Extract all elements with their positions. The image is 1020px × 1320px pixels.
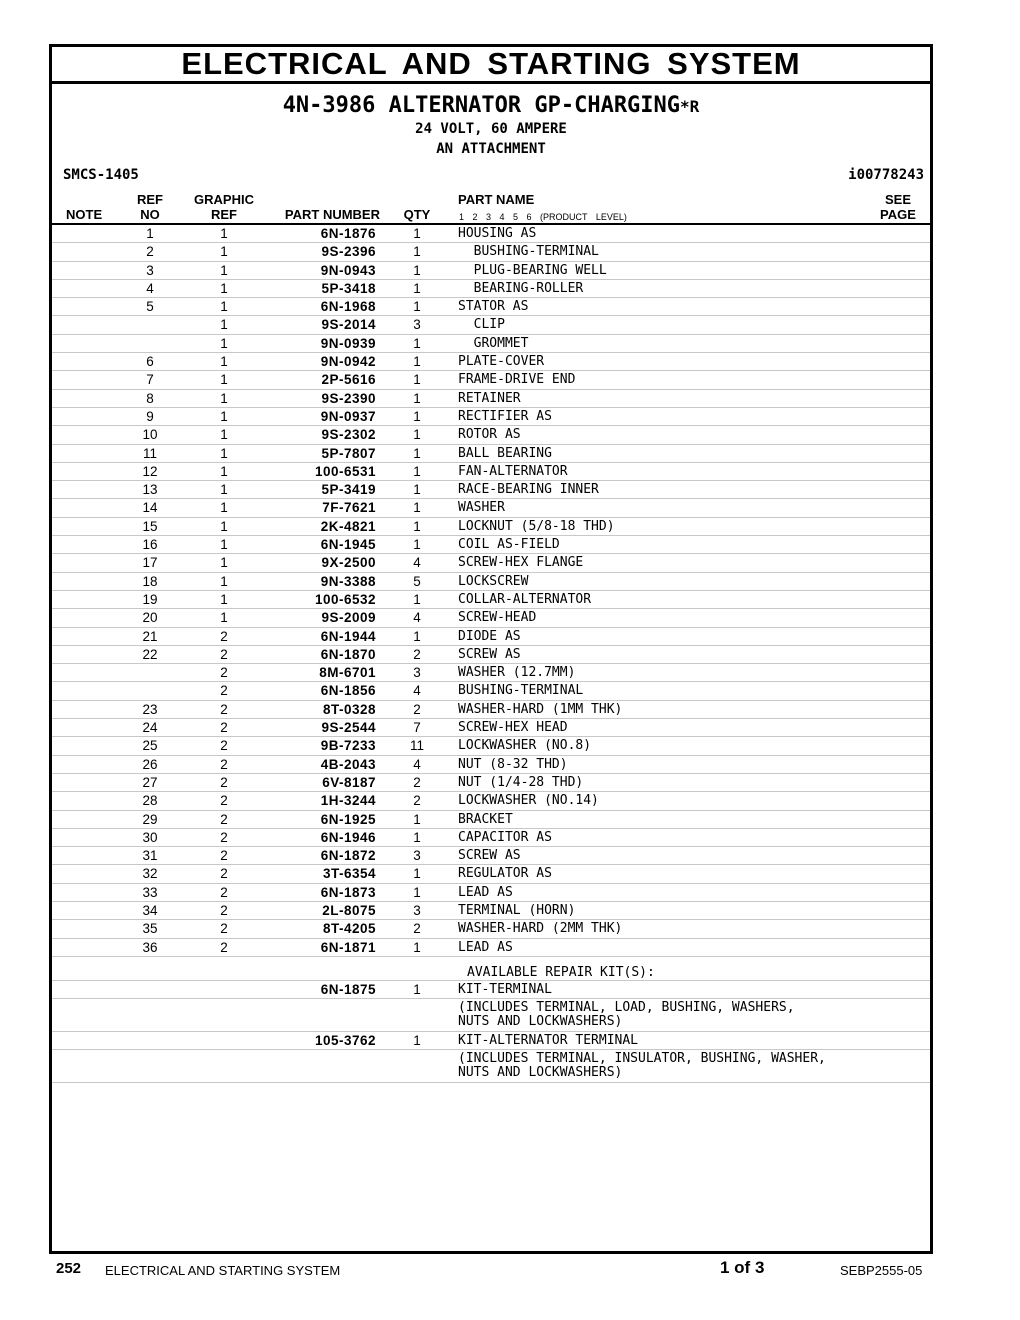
part-name: NUT (8-32 THD)	[458, 756, 568, 772]
table-row	[52, 262, 930, 280]
section-title: ELECTRICAL AND STARTING SYSTEM	[52, 47, 930, 84]
table-row	[52, 298, 930, 316]
graphic-ref: 1	[220, 335, 228, 351]
ref-no: 1	[146, 226, 154, 241]
kits-heading-row	[52, 957, 930, 981]
table-row	[52, 609, 930, 627]
graphic-ref: 2	[220, 628, 228, 644]
ref-no: 25	[142, 738, 158, 754]
table-row	[52, 646, 930, 664]
part-number: 2L-8075	[322, 902, 376, 918]
part-number: 6N-1873	[320, 884, 376, 900]
part-number: 100-6532	[314, 591, 376, 607]
part-number: 9S-2544	[321, 720, 376, 736]
part-name: DIODE AS	[458, 628, 521, 644]
ref-no: 36	[142, 939, 158, 955]
part-number: 1H-3244	[320, 793, 376, 809]
part-name: GROMMET	[458, 335, 529, 351]
part-name: BEARING-ROLLER	[458, 280, 584, 296]
qty: 1	[413, 299, 421, 315]
part-name: SCREW-HEAD	[458, 610, 537, 626]
part-number: 9S-2390	[321, 390, 376, 406]
kit-includes-row	[52, 999, 930, 1032]
qty: 7	[413, 720, 421, 736]
ref-no: 18	[142, 573, 158, 589]
table-row	[52, 536, 930, 554]
table-row	[52, 847, 930, 865]
kit-name: KIT-TERMINAL	[458, 981, 552, 997]
table-row	[52, 811, 930, 829]
kit-row	[52, 1032, 930, 1050]
ref-no: 31	[142, 848, 158, 864]
qty: 1	[413, 335, 421, 351]
ref-no: 32	[142, 866, 158, 882]
table-row	[52, 573, 930, 591]
part-number: 9N-0942	[320, 354, 376, 370]
part-name: CLIP	[458, 317, 505, 333]
part-number: 9S-2009	[321, 610, 376, 626]
part-name: PLUG-BEARING WELL	[458, 262, 607, 278]
col-see-top: SEE	[884, 192, 911, 207]
kit-qty: 1	[413, 981, 421, 997]
table-row	[52, 920, 930, 938]
table-row	[52, 518, 930, 536]
col-part-number: PART NUMBER	[284, 207, 380, 222]
qty: 1	[413, 280, 421, 296]
qty: 1	[413, 244, 421, 260]
table-row	[52, 792, 930, 810]
ref-no: 19	[142, 591, 158, 607]
table-row	[52, 902, 930, 920]
qty: 5	[413, 573, 421, 589]
graphic-ref: 1	[220, 354, 228, 370]
graphic-ref: 1	[220, 299, 228, 315]
part-name: LEAD AS	[458, 884, 513, 900]
part-number: 9N-3388	[320, 573, 376, 589]
graphic-ref: 1	[220, 244, 228, 260]
table-row	[52, 426, 930, 444]
graphic-ref: 1	[220, 610, 228, 626]
part-number: 4B-2043	[320, 756, 376, 772]
qty: 1	[413, 628, 421, 644]
ref-no: 15	[142, 518, 158, 534]
part-number: 5P-3419	[321, 482, 376, 498]
group-title	[52, 93, 930, 118]
ref-no: 20	[142, 610, 158, 626]
part-number: 9N-0937	[320, 408, 376, 424]
part-number: 6N-1944	[320, 628, 376, 644]
qty: 1	[413, 445, 421, 461]
doc-id: SEBP2555-05	[840, 1263, 923, 1278]
part-number: 8T-4205	[322, 921, 376, 937]
col-graphic-top: GRAPHIC	[194, 192, 254, 207]
part-name: COLLAR-ALTERNATOR	[458, 591, 592, 607]
qty: 1	[413, 354, 421, 370]
part-name: WASHER-HARD (2MM THK)	[458, 921, 623, 937]
qty: 2	[413, 701, 421, 717]
table-row	[52, 682, 930, 700]
part-name: SCREW AS	[458, 848, 521, 864]
qty: 1	[413, 408, 421, 424]
part-name: STATOR AS	[458, 299, 529, 315]
illustration-id: i00778243	[848, 167, 924, 183]
graphic-ref: 1	[220, 482, 228, 498]
ref-no: 34	[142, 902, 158, 918]
graphic-ref: 2	[220, 646, 228, 662]
ref-no: 27	[142, 774, 158, 790]
col-ref-top: REF	[137, 192, 163, 207]
part-number: 9N-0939	[320, 335, 376, 351]
part-number: 6V-8187	[322, 774, 376, 790]
footer-section: ELECTRICAL AND STARTING SYSTEM	[105, 1263, 341, 1278]
part-number: 2P-5616	[321, 372, 376, 388]
smcs-code: SMCS-1405	[63, 167, 139, 183]
graphic-ref: 2	[220, 939, 228, 955]
part-name: WASHER (12.7MM)	[458, 665, 576, 681]
part-name: WASHER	[458, 500, 505, 516]
group-title-text: 4N-3986 ALTERNATOR GP-CHARGING	[282, 93, 681, 118]
part-number: 9B-7233	[320, 738, 376, 754]
table-row	[52, 554, 930, 572]
graphic-ref: 2	[220, 921, 228, 937]
table-row	[52, 316, 930, 334]
ref-no: 35	[142, 921, 158, 937]
ref-no: 5	[146, 299, 154, 315]
graphic-ref: 1	[220, 427, 228, 443]
table-row	[52, 390, 930, 408]
part-name: BUSHING-TERMINAL	[458, 244, 599, 260]
qty: 3	[413, 848, 421, 864]
graphic-ref: 1	[220, 573, 228, 589]
page-of: 1 of 3	[720, 1258, 765, 1277]
table-row	[52, 243, 930, 261]
graphic-ref: 2	[220, 793, 228, 809]
ref-no: 7	[146, 372, 154, 388]
part-name: RETAINER	[458, 390, 521, 406]
ref-no: 24	[142, 720, 158, 736]
qty: 1	[413, 829, 421, 845]
graphic-ref: 1	[220, 372, 228, 388]
group-title-suffix: *R	[680, 97, 700, 116]
ref-no: 30	[142, 829, 158, 845]
part-number: 6N-1946	[320, 829, 376, 845]
part-name: WASHER-HARD (1MM THK)	[458, 701, 623, 717]
graphic-ref: 2	[220, 665, 228, 681]
graphic-ref: 2	[220, 902, 228, 918]
rating-line: 24 VOLT, 60 AMPERE	[415, 121, 567, 137]
table-row	[52, 591, 930, 609]
kit-part-number: 6N-1875	[320, 981, 376, 997]
table-row	[52, 445, 930, 463]
col-graphic-bottom: REF	[211, 207, 237, 222]
graphic-ref: 1	[220, 537, 228, 553]
part-number: 6N-1876	[320, 226, 376, 241]
qty: 3	[413, 317, 421, 333]
part-number: 9S-2014	[321, 317, 376, 333]
part-name: FAN-ALTERNATOR	[458, 463, 568, 479]
table-row	[52, 884, 930, 902]
part-name: PLATE-COVER	[458, 354, 545, 370]
table-row	[52, 408, 930, 426]
ref-no: 3	[146, 262, 154, 278]
graphic-ref: 1	[220, 408, 228, 424]
qty: 3	[413, 902, 421, 918]
ref-no: 8	[146, 390, 154, 406]
qty: 1	[413, 463, 421, 479]
ref-no: 33	[142, 884, 158, 900]
qty: 4	[413, 683, 421, 699]
qty: 1	[413, 390, 421, 406]
ref-no: 28	[142, 793, 158, 809]
table-row	[52, 499, 930, 517]
graphic-ref: 2	[220, 720, 228, 736]
qty: 1	[413, 372, 421, 388]
part-number: 7F-7621	[322, 500, 376, 516]
part-number: 6N-1871	[320, 939, 376, 955]
qty: 1	[413, 866, 421, 882]
part-number: 6N-1968	[320, 299, 376, 315]
ref-no: 22	[142, 646, 158, 662]
part-number: 6N-1870	[320, 646, 376, 662]
qty: 1	[413, 537, 421, 553]
table-row	[52, 371, 930, 389]
ref-no: 17	[142, 555, 158, 571]
table-row	[52, 353, 930, 371]
graphic-ref: 1	[220, 317, 228, 333]
part-number: 8T-0328	[322, 701, 376, 717]
part-number: 9X-2500	[321, 555, 376, 571]
graphic-ref: 1	[220, 226, 228, 241]
qty: 2	[413, 921, 421, 937]
part-number: 9N-0943	[320, 262, 376, 278]
part-name: CAPACITOR AS	[458, 829, 552, 845]
part-name: SCREW-HEX FLANGE	[458, 555, 584, 571]
kit-includes: (INCLUDES TERMINAL, INSULATOR, BUSHING, WASHER, NUTS AND LOCKWASHERS)	[458, 1051, 826, 1081]
col-part-name: PART NAME	[458, 192, 535, 207]
graphic-ref: 1	[220, 262, 228, 278]
qty: 1	[413, 482, 421, 498]
qty: 1	[413, 939, 421, 955]
ref-no: 21	[142, 628, 158, 644]
qty: 4	[413, 610, 421, 626]
part-name: LEAD AS	[458, 939, 513, 955]
graphic-ref: 1	[220, 500, 228, 516]
table-row	[52, 481, 930, 499]
graphic-ref: 1	[220, 390, 228, 406]
part-name: BUSHING-TERMINAL	[458, 683, 584, 699]
parts-table	[52, 225, 930, 1083]
page-number: 252	[56, 1260, 82, 1277]
part-name: TERMINAL (HORN)	[458, 902, 576, 918]
qty: 1	[413, 427, 421, 443]
part-name: LOCKWASHER (NO.8)	[458, 738, 592, 754]
col-note: NOTE	[66, 207, 103, 222]
part-name: HOUSING AS	[458, 226, 537, 241]
part-number: 9S-2396	[321, 244, 376, 260]
part-name: ROTOR AS	[458, 427, 521, 443]
graphic-ref: 1	[220, 280, 228, 296]
attachment-line: AN ATTACHMENT	[436, 141, 546, 157]
table-row	[52, 225, 930, 243]
part-number: 6N-1925	[320, 811, 376, 827]
graphic-ref: 1	[220, 555, 228, 571]
part-name: NUT (1/4-28 THD)	[458, 774, 584, 790]
graphic-ref: 2	[220, 701, 228, 717]
graphic-ref: 2	[220, 884, 228, 900]
ref-no: 26	[142, 756, 158, 772]
part-name: RACE-BEARING INNER	[458, 482, 599, 498]
graphic-ref: 1	[220, 463, 228, 479]
part-name: BRACKET	[458, 811, 513, 827]
graphic-ref: 2	[220, 866, 228, 882]
kit-part-number: 105-3762	[314, 1033, 376, 1049]
ref-no: 13	[142, 482, 158, 498]
kit-row	[52, 981, 930, 999]
part-number: 5P-3418	[321, 280, 376, 296]
kit-includes: (INCLUDES TERMINAL, LOAD, BUSHING, WASHERS, NUTS AND LOCKWASHERS)	[458, 1000, 795, 1030]
qty: 2	[413, 646, 421, 662]
qty: 1	[413, 811, 421, 827]
graphic-ref: 1	[220, 445, 228, 461]
qty: 2	[413, 774, 421, 790]
part-name: COIL AS-FIELD	[458, 537, 560, 553]
ref-no: 6	[146, 354, 154, 370]
kit-name: KIT-ALTERNATOR TERMINAL	[458, 1033, 639, 1049]
part-name: LOCKNUT (5/8-18 THD)	[458, 518, 615, 534]
graphic-ref: 2	[220, 811, 228, 827]
col-product-level: 1 2 3 4 5 6 (PRODUCT LEVEL)	[459, 212, 627, 222]
table-row	[52, 463, 930, 481]
ref-no: 9	[146, 408, 154, 424]
graphic-ref: 2	[220, 774, 228, 790]
table-row	[52, 701, 930, 719]
part-number: 8M-6701	[319, 665, 376, 681]
graphic-ref: 2	[220, 829, 228, 845]
qty: 11	[409, 738, 424, 754]
table-row	[52, 865, 930, 883]
table-row	[52, 756, 930, 774]
part-name: SCREW AS	[458, 646, 521, 662]
kit-qty: 1	[413, 1033, 421, 1049]
part-number: 6N-1856	[320, 683, 376, 699]
graphic-ref: 2	[220, 683, 228, 699]
graphic-ref: 2	[220, 756, 228, 772]
kit-includes-row	[52, 1050, 930, 1083]
part-number: 6N-1872	[320, 848, 376, 864]
graphic-ref: 2	[220, 848, 228, 864]
part-number: 9S-2302	[321, 427, 376, 443]
ref-no: 14	[142, 500, 158, 516]
table-row	[52, 737, 930, 755]
table-row	[52, 664, 930, 682]
qty: 4	[413, 555, 421, 571]
part-number: 2K-4821	[320, 518, 376, 534]
qty: 1	[413, 884, 421, 900]
qty: 1	[413, 262, 421, 278]
table-row	[52, 628, 930, 646]
table-row	[52, 774, 930, 792]
table-row	[52, 280, 930, 298]
qty: 4	[413, 756, 421, 772]
ref-no: 10	[142, 427, 158, 443]
page-frame	[49, 44, 933, 1254]
qty: 2	[413, 793, 421, 809]
part-name: REGULATOR AS	[458, 866, 552, 882]
kits-heading: AVAILABLE REPAIR KIT(S):	[467, 964, 655, 980]
table-row	[52, 829, 930, 847]
col-see-bottom: PAGE	[880, 207, 916, 222]
col-ref-bottom: NO	[140, 207, 160, 222]
table-row	[52, 719, 930, 737]
part-name: LOCKSCREW	[458, 573, 529, 589]
part-number: 3T-6354	[322, 866, 376, 882]
ref-no: 11	[142, 445, 157, 461]
col-qty: QTY	[403, 207, 431, 222]
graphic-ref: 2	[220, 738, 228, 754]
part-name: SCREW-HEX HEAD	[458, 720, 568, 736]
qty: 1	[413, 500, 421, 516]
part-number: 5P-7807	[321, 445, 376, 461]
ref-no: 4	[146, 280, 154, 296]
ref-no: 16	[142, 537, 158, 553]
part-number: 6N-1945	[320, 537, 376, 553]
part-number: 100-6531	[314, 463, 376, 479]
table-row	[52, 335, 930, 353]
part-name: BALL BEARING	[458, 445, 552, 461]
graphic-ref: 1	[220, 518, 228, 534]
qty: 1	[413, 518, 421, 534]
ref-no: 23	[142, 701, 158, 717]
table-row	[52, 939, 930, 957]
part-name: RECTIFIER AS	[458, 408, 552, 424]
part-name: LOCKWASHER (NO.14)	[458, 793, 599, 809]
ref-no: 12	[142, 463, 158, 479]
qty: 3	[413, 665, 421, 681]
qty: 1	[413, 226, 421, 241]
ref-no: 29	[142, 811, 158, 827]
part-name: FRAME-DRIVE END	[458, 372, 576, 388]
ref-no: 2	[146, 244, 154, 260]
graphic-ref: 1	[220, 591, 228, 607]
qty: 1	[413, 591, 421, 607]
